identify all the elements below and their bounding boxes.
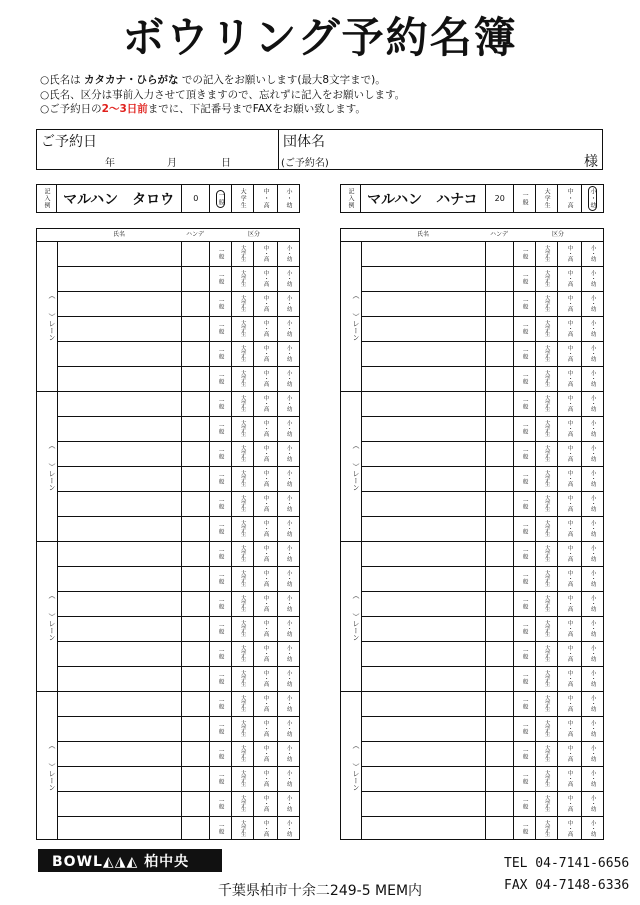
category-shoyo[interactable]: 小・幼 <box>589 820 596 837</box>
category-chuko[interactable]: 中・高 <box>262 345 269 362</box>
category-daigaku[interactable]: 大学生 <box>543 320 550 337</box>
category-chuko[interactable]: 中・高 <box>262 795 269 812</box>
day-label: 日 <box>221 158 231 169</box>
category-ippan[interactable]: 一般 <box>521 723 528 734</box>
instruction-line-2: ○氏名、区分は事前入力させて頂きますので、忘れずに記入をお願いします。 <box>40 88 406 101</box>
category-chuko[interactable]: 中・高 <box>262 545 269 562</box>
group-name-label: 団体名 <box>283 134 325 150</box>
category-chuko[interactable]: 中・高 <box>262 570 269 587</box>
category-ippan[interactable]: 一般 <box>521 748 528 759</box>
example-label: 記入例 <box>43 188 51 209</box>
category-ippan[interactable]: 一般 <box>217 373 224 384</box>
category-chuko[interactable]: 中・高 <box>566 395 573 412</box>
reservation-date-label: ご予約日 <box>41 134 97 150</box>
category-chuko[interactable]: 中・高 <box>262 445 269 462</box>
category-shoyo[interactable]: 小・幼 <box>285 320 292 337</box>
category-chuko[interactable]: 中・高 <box>566 820 573 837</box>
category-shoyo[interactable]: 小・幼 <box>285 645 292 662</box>
category-daigaku[interactable]: 大学生 <box>543 395 550 412</box>
category-shoyo[interactable]: 小・幼 <box>589 245 596 262</box>
category-chuko[interactable]: 中・高 <box>566 545 573 562</box>
category-ippan[interactable]: 一般 <box>521 248 528 259</box>
player-row[interactable] <box>361 441 513 466</box>
lane-number-field[interactable]: （ ）レーン <box>48 291 56 341</box>
category-daigaku[interactable]: 大学生 <box>239 545 246 562</box>
roster-table-right <box>340 228 604 840</box>
player-row[interactable] <box>361 741 513 766</box>
category-ippan[interactable]: 一般 <box>521 448 528 459</box>
category-shoyo[interactable]: 小・幼 <box>589 395 596 412</box>
honorific: 様 <box>584 154 598 170</box>
category-chuko[interactable]: 中・高 <box>262 520 269 537</box>
player-row[interactable] <box>57 791 209 816</box>
lane-number-field[interactable]: （ ）レーン <box>48 741 56 791</box>
player-row[interactable] <box>361 316 513 341</box>
category-daigaku[interactable]: 大学生 <box>543 720 550 737</box>
category-shoyo[interactable]: 小・幼 <box>589 470 596 487</box>
player-row[interactable] <box>57 666 209 691</box>
category-ippan[interactable]: 一般 <box>521 823 528 834</box>
player-row[interactable] <box>361 591 513 616</box>
category-ippan[interactable]: 一般 <box>521 523 528 534</box>
category-shoyo[interactable]: 小・幼 <box>589 320 596 337</box>
player-row[interactable] <box>361 491 513 516</box>
category-shoyo[interactable]: 小・幼 <box>285 770 292 787</box>
category-daigaku[interactable]: 大学生 <box>543 595 550 612</box>
category-shoyo[interactable]: 小・幼 <box>589 620 596 637</box>
category-shoyo[interactable]: 小・幼 <box>285 595 292 612</box>
category-chuko[interactable]: 中・高 <box>566 595 573 612</box>
category-shoyo[interactable]: 小・幼 <box>589 545 596 562</box>
category-ippan[interactable]: 一般 <box>217 648 224 659</box>
category-ippan[interactable]: 一般 <box>521 623 528 634</box>
header-category: 区分 <box>209 229 299 241</box>
category-chuko[interactable]: 中・高 <box>566 570 573 587</box>
category-ippan[interactable]: 一般 <box>217 548 224 559</box>
category-ippan[interactable]: 一般 <box>521 398 528 409</box>
player-row[interactable] <box>361 541 513 566</box>
category-ippan[interactable]: 一般 <box>521 323 528 334</box>
category-ippan[interactable]: 一般 <box>521 548 528 559</box>
category-ippan[interactable]: 一般 <box>521 423 528 434</box>
category-ippan[interactable]: 一般 <box>521 498 528 509</box>
player-row[interactable] <box>361 566 513 591</box>
group-sub-label: (ご予約名) <box>281 158 329 169</box>
category-chuko[interactable]: 中・高 <box>566 270 573 287</box>
category-chuko[interactable]: 中・高 <box>566 470 573 487</box>
category-chuko[interactable]: 中・高 <box>262 720 269 737</box>
category-daigaku[interactable]: 大学生 <box>543 295 550 312</box>
player-row[interactable] <box>57 416 209 441</box>
category-daigaku[interactable]: 大学生 <box>543 695 550 712</box>
category-daigaku[interactable]: 大学生 <box>543 795 550 812</box>
category-chuko[interactable]: 中・高 <box>566 295 573 312</box>
category-shoyo[interactable]: 小・幼 <box>285 795 292 812</box>
player-row[interactable] <box>57 341 209 366</box>
year-label: 年 <box>105 158 115 169</box>
player-row[interactable] <box>57 541 209 566</box>
category-chuko[interactable]: 中・高 <box>262 270 269 287</box>
player-row[interactable] <box>361 691 513 716</box>
player-row[interactable] <box>57 716 209 741</box>
header-category: 区分 <box>513 229 603 241</box>
category-shoyo[interactable]: 小・幼 <box>285 345 292 362</box>
category-daigaku[interactable]: 大学生 <box>239 720 246 737</box>
category-chuko[interactable]: 中・高 <box>262 620 269 637</box>
category-daigaku[interactable]: 大学生 <box>543 645 550 662</box>
category-ippan[interactable]: 一般 <box>521 673 528 684</box>
category-daigaku[interactable]: 大学生 <box>543 370 550 387</box>
category-shoyo[interactable]: 小・幼 <box>285 820 292 837</box>
category-ippan[interactable]: 一般 <box>217 473 224 484</box>
category-chuko[interactable]: 中・高 <box>262 420 269 437</box>
category-daigaku[interactable]: 大学生 <box>543 245 550 262</box>
example-handicap: 0 <box>182 185 210 212</box>
player-row[interactable] <box>57 566 209 591</box>
category-daigaku[interactable]: 大学生 <box>543 570 550 587</box>
player-row[interactable] <box>57 491 209 516</box>
category-chuko[interactable]: 中・高 <box>262 295 269 312</box>
category-daigaku[interactable]: 大学生 <box>239 420 246 437</box>
category-shoyo[interactable]: 小・幼 <box>589 295 596 312</box>
category-ippan[interactable]: 一般 <box>217 398 224 409</box>
category-daigaku[interactable]: 大学生 <box>239 470 246 487</box>
player-row[interactable] <box>57 766 209 791</box>
player-row[interactable] <box>57 291 209 316</box>
header-handicap: ハンデ <box>485 229 513 241</box>
player-row[interactable] <box>361 341 513 366</box>
category-shoyo[interactable]: 小・幼 <box>589 345 596 362</box>
player-row[interactable] <box>361 766 513 791</box>
category-chuko[interactable]: 中・高 <box>566 620 573 637</box>
category-chuko[interactable]: 中・高 <box>262 320 269 337</box>
category-shoyo[interactable]: 小・幼 <box>285 520 292 537</box>
lane-number-field[interactable]: （ ）レーン <box>352 291 360 341</box>
player-row[interactable] <box>361 641 513 666</box>
category-ippan[interactable]: 一般 <box>217 748 224 759</box>
category-daigaku[interactable]: 大学生 <box>239 270 246 287</box>
player-row[interactable] <box>57 466 209 491</box>
category-chuko[interactable]: 中・高 <box>262 670 269 687</box>
player-row[interactable] <box>57 591 209 616</box>
page-title: ボウリング予約名簿 <box>122 13 518 62</box>
category-shoyo[interactable]: 小・幼 <box>285 745 292 762</box>
category-daigaku[interactable]: 大学生 <box>543 445 550 462</box>
player-row[interactable] <box>361 391 513 416</box>
category-chuko[interactable]: 中・高 <box>566 795 573 812</box>
category-chuko[interactable]: 中・高 <box>566 520 573 537</box>
category-chuko[interactable]: 中・高 <box>262 695 269 712</box>
lane-number-field[interactable]: （ ）レーン <box>352 741 360 791</box>
category-daigaku[interactable]: 大学生 <box>239 570 246 587</box>
category-chuko[interactable]: 中・高 <box>566 745 573 762</box>
category-ippan[interactable]: 一般 <box>521 648 528 659</box>
example-name: マルハン ハナコ <box>361 185 486 212</box>
example-cat-ippan: 一般 <box>217 191 225 206</box>
category-shoyo[interactable]: 小・幼 <box>285 670 292 687</box>
category-chuko[interactable]: 中・高 <box>566 345 573 362</box>
category-shoyo[interactable]: 小・幼 <box>589 495 596 512</box>
example-handicap: 20 <box>486 185 514 212</box>
category-daigaku[interactable]: 大学生 <box>239 445 246 462</box>
example-cat-ippan: 一般 <box>521 191 529 206</box>
category-daigaku[interactable]: 大学生 <box>239 670 246 687</box>
category-ippan[interactable]: 一般 <box>217 423 224 434</box>
category-daigaku[interactable]: 大学生 <box>239 495 246 512</box>
category-daigaku[interactable]: 大学生 <box>239 345 246 362</box>
category-daigaku[interactable]: 大学生 <box>543 545 550 562</box>
category-shoyo[interactable]: 小・幼 <box>285 245 292 262</box>
category-daigaku[interactable]: 大学生 <box>239 295 246 312</box>
player-row[interactable] <box>361 241 513 266</box>
fax-number: FAX 04-7148-6336 <box>504 878 630 893</box>
category-daigaku[interactable]: 大学生 <box>239 370 246 387</box>
category-chuko[interactable]: 中・高 <box>262 395 269 412</box>
category-chuko[interactable]: 中・高 <box>262 770 269 787</box>
category-shoyo[interactable]: 小・幼 <box>589 270 596 287</box>
player-row[interactable] <box>361 816 513 841</box>
category-ippan[interactable]: 一般 <box>521 573 528 584</box>
category-ippan[interactable]: 一般 <box>521 798 528 809</box>
category-chuko[interactable]: 中・高 <box>566 245 573 262</box>
player-row[interactable] <box>57 741 209 766</box>
player-row[interactable] <box>361 291 513 316</box>
player-row[interactable] <box>57 391 209 416</box>
player-row[interactable] <box>361 666 513 691</box>
category-daigaku[interactable]: 大学生 <box>239 695 246 712</box>
player-row[interactable] <box>57 816 209 841</box>
category-shoyo[interactable]: 小・幼 <box>285 470 292 487</box>
category-shoyo[interactable]: 小・幼 <box>285 395 292 412</box>
category-ippan[interactable]: 一般 <box>217 298 224 309</box>
player-row[interactable] <box>57 241 209 266</box>
category-shoyo[interactable]: 小・幼 <box>285 295 292 312</box>
category-ippan[interactable]: 一般 <box>521 273 528 284</box>
category-ippan[interactable]: 一般 <box>217 698 224 709</box>
category-shoyo[interactable]: 小・幼 <box>589 445 596 462</box>
category-chuko[interactable]: 中・高 <box>566 645 573 662</box>
category-shoyo[interactable]: 小・幼 <box>285 695 292 712</box>
category-ippan[interactable]: 一般 <box>521 773 528 784</box>
category-ippan[interactable]: 一般 <box>521 598 528 609</box>
lane-number-field[interactable]: （ ）レーン <box>48 441 56 491</box>
category-ippan[interactable]: 一般 <box>217 673 224 684</box>
category-daigaku[interactable]: 大学生 <box>239 745 246 762</box>
category-chuko[interactable]: 中・高 <box>566 770 573 787</box>
category-chuko[interactable]: 中・高 <box>262 470 269 487</box>
category-chuko[interactable]: 中・高 <box>262 745 269 762</box>
player-row[interactable] <box>57 516 209 541</box>
category-shoyo[interactable]: 小・幼 <box>589 645 596 662</box>
category-ippan[interactable]: 一般 <box>217 798 224 809</box>
category-chuko[interactable]: 中・高 <box>566 445 573 462</box>
category-ippan[interactable]: 一般 <box>217 598 224 609</box>
category-daigaku[interactable]: 大学生 <box>543 620 550 637</box>
category-chuko[interactable]: 中・高 <box>566 670 573 687</box>
category-shoyo[interactable]: 小・幼 <box>589 520 596 537</box>
example-label: 記入例 <box>347 188 355 209</box>
category-chuko[interactable]: 中・高 <box>566 420 573 437</box>
category-daigaku[interactable]: 大学生 <box>543 745 550 762</box>
category-ippan[interactable]: 一般 <box>217 773 224 784</box>
example-name: マルハン タロウ <box>57 185 182 212</box>
category-chuko[interactable]: 中・高 <box>262 495 269 512</box>
example-cat-chuko: 中・高 <box>262 188 270 209</box>
roster-table-left <box>36 228 300 840</box>
category-daigaku[interactable]: 大学生 <box>543 345 550 362</box>
category-daigaku[interactable]: 大学生 <box>239 645 246 662</box>
category-ippan[interactable]: 一般 <box>521 473 528 484</box>
category-shoyo[interactable]: 小・幼 <box>589 595 596 612</box>
category-chuko[interactable]: 中・高 <box>566 495 573 512</box>
category-shoyo[interactable]: 小・幼 <box>285 570 292 587</box>
category-chuko[interactable]: 中・高 <box>566 370 573 387</box>
category-chuko[interactable]: 中・高 <box>262 370 269 387</box>
category-ippan[interactable]: 一般 <box>521 348 528 359</box>
category-daigaku[interactable]: 大学生 <box>239 770 246 787</box>
category-daigaku[interactable]: 大学生 <box>239 245 246 262</box>
category-daigaku[interactable]: 大学生 <box>543 670 550 687</box>
player-row[interactable] <box>57 316 209 341</box>
category-chuko[interactable]: 中・高 <box>262 820 269 837</box>
category-daigaku[interactable]: 大学生 <box>543 495 550 512</box>
category-ippan[interactable]: 一般 <box>521 298 528 309</box>
category-daigaku[interactable]: 大学生 <box>543 820 550 837</box>
category-ippan[interactable]: 一般 <box>217 523 224 534</box>
category-daigaku[interactable]: 大学生 <box>543 470 550 487</box>
player-row[interactable] <box>57 691 209 716</box>
player-row[interactable] <box>57 641 209 666</box>
category-shoyo[interactable]: 小・幼 <box>589 720 596 737</box>
category-shoyo[interactable]: 小・幼 <box>589 420 596 437</box>
player-row[interactable] <box>361 616 513 641</box>
category-shoyo[interactable]: 小・幼 <box>589 745 596 762</box>
category-shoyo[interactable]: 小・幼 <box>589 695 596 712</box>
player-row[interactable] <box>361 416 513 441</box>
example-cat-shoyo: 小・幼 <box>285 188 293 209</box>
category-ippan[interactable]: 一般 <box>217 273 224 284</box>
category-daigaku[interactable]: 大学生 <box>543 420 550 437</box>
category-shoyo[interactable]: 小・幼 <box>589 795 596 812</box>
bowling-logo: BOWL◭◮◭ 柏中央 <box>38 849 222 872</box>
category-shoyo[interactable]: 小・幼 <box>589 370 596 387</box>
category-ippan[interactable]: 一般 <box>217 348 224 359</box>
header-name: 氏名 <box>361 229 485 241</box>
instruction-line-3: ○ご予約日の2～3日前までに、下記番号までFAXをお願い致します。 <box>40 103 366 115</box>
player-row[interactable] <box>361 366 513 391</box>
category-chuko[interactable]: 中・高 <box>262 645 269 662</box>
category-shoyo[interactable]: 小・幼 <box>285 420 292 437</box>
category-chuko[interactable]: 中・高 <box>566 320 573 337</box>
player-row[interactable] <box>57 366 209 391</box>
reservation-header <box>36 129 603 170</box>
category-shoyo[interactable]: 小・幼 <box>285 545 292 562</box>
category-chuko[interactable]: 中・高 <box>566 720 573 737</box>
category-ippan[interactable]: 一般 <box>217 498 224 509</box>
category-daigaku[interactable]: 大学生 <box>239 595 246 612</box>
category-shoyo[interactable]: 小・幼 <box>285 720 292 737</box>
player-row[interactable] <box>57 441 209 466</box>
category-daigaku[interactable]: 大学生 <box>543 520 550 537</box>
category-daigaku[interactable]: 大学生 <box>239 395 246 412</box>
player-row[interactable] <box>361 516 513 541</box>
player-row[interactable] <box>361 716 513 741</box>
player-row[interactable] <box>361 466 513 491</box>
category-shoyo[interactable]: 小・幼 <box>285 445 292 462</box>
example-cat-chuko: 中・高 <box>566 188 574 209</box>
category-ippan[interactable]: 一般 <box>521 373 528 384</box>
category-daigaku[interactable]: 大学生 <box>239 520 246 537</box>
category-ippan[interactable]: 一般 <box>217 823 224 834</box>
example-row-2 <box>340 184 604 213</box>
category-ippan[interactable]: 一般 <box>217 323 224 334</box>
player-row[interactable] <box>57 616 209 641</box>
instruction-line-1: ○氏名は カタカナ・ひらがな での記入をお願いします(最大8文字まで)。 <box>40 74 386 86</box>
category-daigaku[interactable]: 大学生 <box>543 770 550 787</box>
category-shoyo[interactable]: 小・幼 <box>589 770 596 787</box>
category-ippan[interactable]: 一般 <box>217 248 224 259</box>
category-shoyo[interactable]: 小・幼 <box>285 620 292 637</box>
category-shoyo[interactable]: 小・幼 <box>285 370 292 387</box>
category-chuko[interactable]: 中・高 <box>566 695 573 712</box>
header-name: 氏名 <box>57 229 181 241</box>
category-shoyo[interactable]: 小・幼 <box>589 570 596 587</box>
category-daigaku[interactable]: 大学生 <box>239 820 246 837</box>
player-row[interactable] <box>57 266 209 291</box>
category-shoyo[interactable]: 小・幼 <box>589 670 596 687</box>
category-ippan[interactable]: 一般 <box>217 573 224 584</box>
header-handicap: ハンデ <box>181 229 209 241</box>
category-chuko[interactable]: 中・高 <box>262 595 269 612</box>
month-label: 月 <box>167 158 177 169</box>
category-shoyo[interactable]: 小・幼 <box>285 270 292 287</box>
lane-number-field[interactable]: （ ）レーン <box>48 591 56 641</box>
example-row-1 <box>36 184 300 213</box>
example-cat-shoyo: 小・幼 <box>589 188 597 209</box>
address: 千葉県柏市十余二249-5 MEM内 <box>217 883 423 899</box>
category-ippan[interactable]: 一般 <box>521 698 528 709</box>
example-cat-daigaku: 大学生 <box>543 188 551 209</box>
category-ippan[interactable]: 一般 <box>217 723 224 734</box>
category-chuko[interactable]: 中・高 <box>262 245 269 262</box>
category-ippan[interactable]: 一般 <box>217 623 224 634</box>
category-daigaku[interactable]: 大学生 <box>239 795 246 812</box>
category-daigaku[interactable]: 大学生 <box>239 620 246 637</box>
category-daigaku[interactable]: 大学生 <box>239 320 246 337</box>
example-cat-daigaku: 大学生 <box>239 188 247 209</box>
player-row[interactable] <box>361 266 513 291</box>
lane-number-field[interactable]: （ ）レーン <box>352 591 360 641</box>
player-row[interactable] <box>361 791 513 816</box>
lane-number-field[interactable]: （ ）レーン <box>352 441 360 491</box>
tel-number: TEL 04-7141-6656 <box>504 856 630 871</box>
instructions <box>40 73 405 117</box>
category-ippan[interactable]: 一般 <box>217 448 224 459</box>
category-daigaku[interactable]: 大学生 <box>543 270 550 287</box>
category-shoyo[interactable]: 小・幼 <box>285 495 292 512</box>
